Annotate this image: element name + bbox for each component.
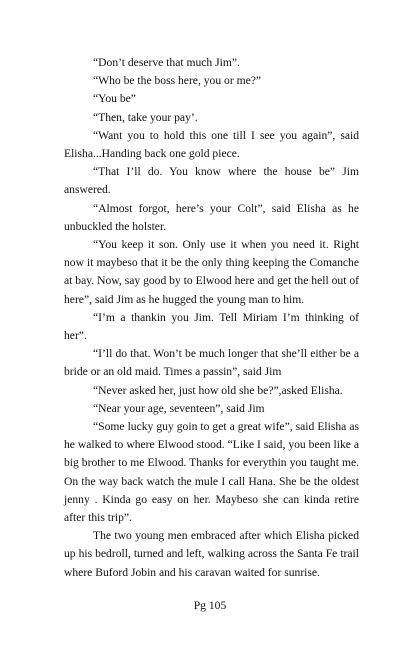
paragraph: “Some lucky guy goin to get a great wife”, said Elisha as he walked to where Elwood stood. “Like I said, you been like a big brother to me Elwood. Thanks for everythin you taught me. On the way back watch the mule I call Hana. She be the oldest jenny . Kinda go easy on her. Maybeso she can kinda retire after this trip”. — [64, 420, 359, 525]
paragraph: “Never asked her, just how old she be?”,asked Elisha. — [93, 383, 343, 397]
paragraph: “Don’t deserve that much Jim”. — [93, 56, 240, 69]
paragraph: “Then, take your pay’. — [93, 110, 198, 124]
paragraph: “I’m a thankin you Jim. Tell Miriam I’m thinking of her”. — [64, 310, 359, 343]
paragraph: The two young men embraced after which Elisha picked up his bedroll, turned and left, walking across the Santa Fe trail where Buford Jobin and his caravan waited for sunrise. — [64, 529, 359, 579]
body-text — [64, 54, 359, 582]
paragraph: “I’ll do that. Won’t be much longer that she’ll either be a bride or an old maid. Times a passin”, said Jim — [64, 347, 359, 379]
paragraph: “Want you to hold this one till I see you again”, said Elisha...Handing back one gold piece. — [64, 128, 359, 161]
paragraph: “Near your age, seventeen”, said Jim — [93, 401, 265, 415]
paragraph: “You keep it son. Only use it when you need it. Right now it maybeso that it be the only thing keeping the Comanche at bay. Now, say good by to Elwood here and get the hell out of here”, said Jim as he hugged the young man to him. — [64, 238, 359, 306]
paragraph: “That I’ll do. You know where the house be” Jim answered. — [64, 165, 359, 197]
page-number: Pg 105 — [193, 599, 227, 612]
paragraph: “Almost forgot, here’s your Colt”, said Elisha as he unbuckled the holster. — [64, 201, 359, 233]
paragraph: “Who be the boss here, you or me?” — [93, 74, 262, 88]
paragraph: “You be” — [93, 92, 136, 106]
